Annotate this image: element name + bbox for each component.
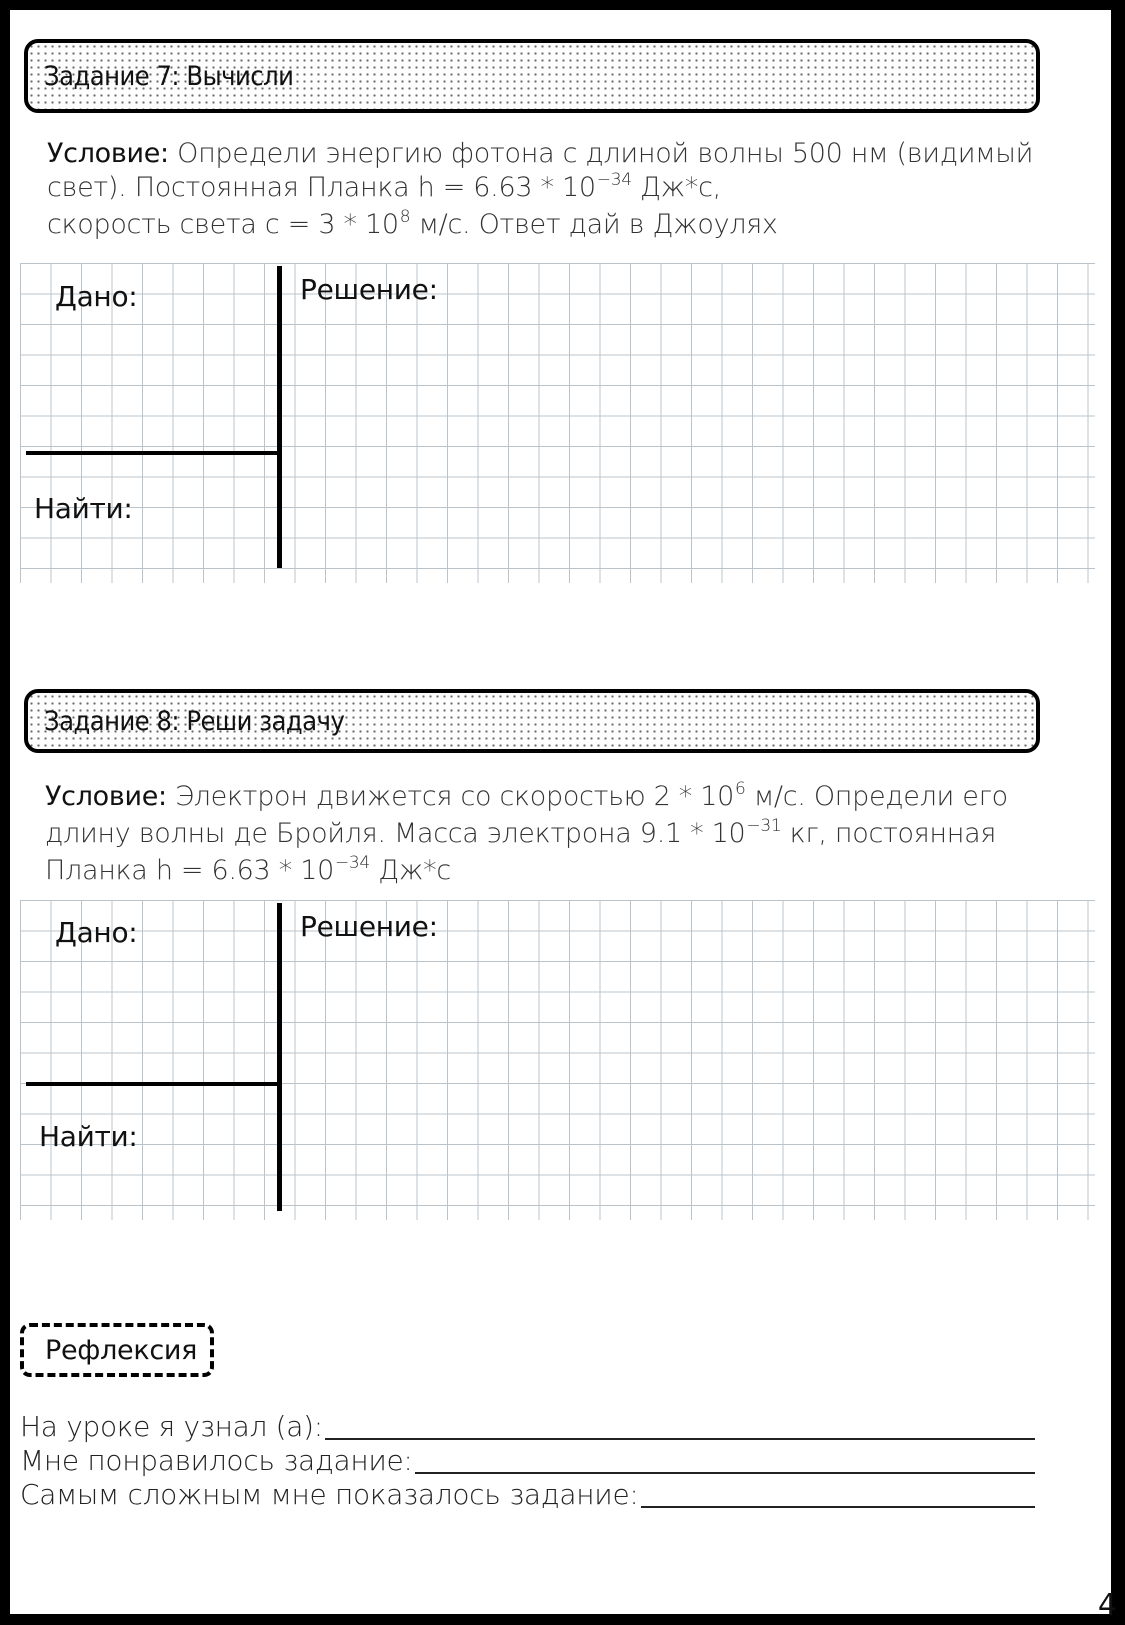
task7-exponent-light: 8	[399, 207, 411, 227]
task8-answer-grid[interactable]	[20, 900, 1095, 1220]
task7-condition-label: Условие:	[47, 138, 169, 169]
task7-divider-vertical	[277, 266, 282, 568]
task8-condition-line2: длину волны де Бройля. Масса электрона 9.1 * 10	[45, 818, 746, 849]
task8-divider-horizontal	[26, 1082, 280, 1086]
task8-condition-label: Условие:	[45, 781, 167, 812]
reflection-learned-label: На уроке я узнал (а):	[20, 1410, 323, 1443]
task7-header	[24, 39, 1040, 113]
reflection-line-learned[interactable]	[20, 1410, 1035, 1444]
task8-condition-line1: Электрон движется со скоростью 2 * 10	[166, 781, 735, 812]
task8-condition-line1-end: м/с. Определи его	[745, 781, 1008, 812]
reflection-liked-label: Мне понравилось задание:	[20, 1444, 413, 1477]
task7-divider-horizontal	[26, 451, 280, 455]
reflection-line-hardest[interactable]	[20, 1478, 1035, 1512]
task7-answer-grid[interactable]	[20, 263, 1095, 583]
task8-exponent-speed: 6	[735, 779, 746, 799]
task7-condition-line3-end: м/с. Ответ дай в Джоулях	[410, 209, 778, 240]
task7-condition-line1: Определи энергию фотона с длиной волны 500 нм (видимый	[168, 138, 1034, 169]
task7-condition-line3: скорость света c = 3 * 10	[47, 209, 399, 240]
task7-header-title: Задание 7: Вычисли	[44, 60, 294, 92]
reflection-liked-blank[interactable]	[415, 1471, 1035, 1474]
task8-condition-line2-end: кг, постоянная	[781, 818, 997, 849]
task7-condition-line2: свет). Постоянная Планка h = 6.63 * 10	[47, 172, 596, 203]
task8-find-label: Найти:	[39, 1120, 138, 1153]
task8-exponent-mass: −31	[746, 816, 782, 836]
reflection-line-liked[interactable]	[20, 1444, 1035, 1478]
page-number: 4	[1097, 1588, 1117, 1623]
reflection-hardest-blank[interactable]	[641, 1505, 1035, 1508]
task8-solution-label: Решение:	[300, 910, 438, 943]
task8-condition-line3-end: Дж*с	[369, 855, 451, 886]
task8-divider-vertical	[277, 903, 282, 1211]
reflection-title: Рефлексия	[45, 1334, 198, 1366]
task7-find-label: Найти:	[34, 492, 133, 525]
task8-exponent-planck: −34	[334, 853, 370, 873]
reflection-learned-blank[interactable]	[325, 1437, 1035, 1440]
task7-condition	[47, 137, 1037, 245]
task8-header	[24, 689, 1040, 753]
task8-header-title: Задание 8: Реши задачу	[44, 705, 345, 737]
task8-condition-line3: Планка h = 6.63 * 10	[45, 855, 334, 886]
task7-given-label: Дано:	[55, 280, 138, 313]
reflection-hardest-label: Самым сложным мне показалось задание:	[20, 1478, 639, 1511]
task7-solution-label: Решение:	[300, 273, 438, 306]
task7-exponent-planck: −34	[596, 170, 632, 190]
reflection-box	[20, 1323, 214, 1377]
task8-condition	[45, 780, 1035, 891]
task7-condition-line2-end: Дж*с,	[631, 172, 721, 203]
task8-given-label: Дано:	[55, 916, 138, 949]
